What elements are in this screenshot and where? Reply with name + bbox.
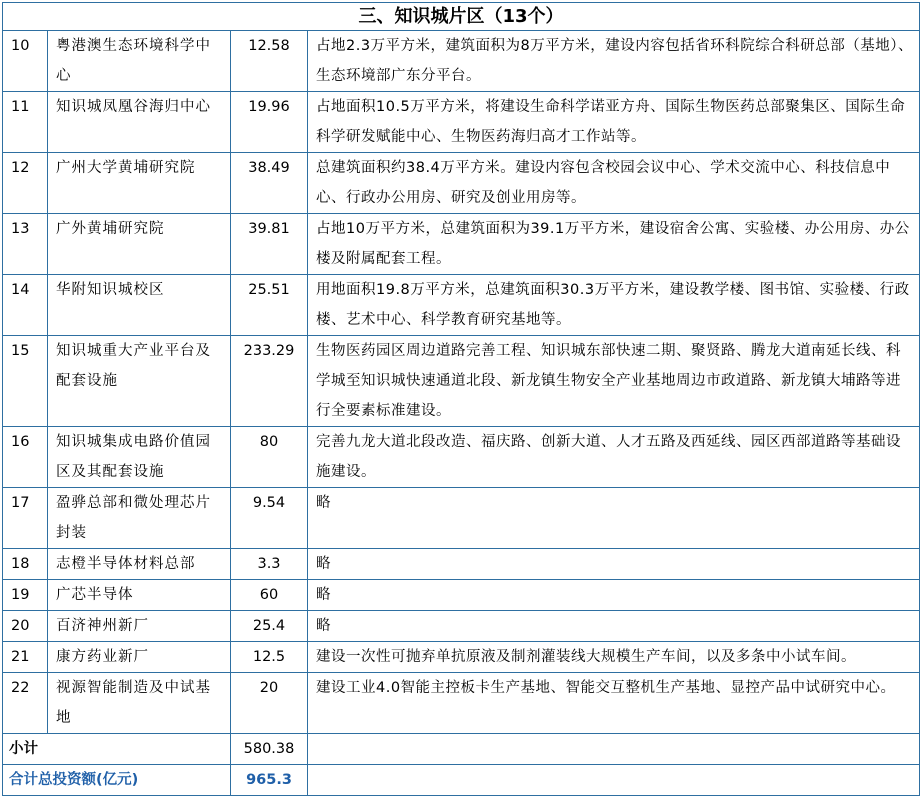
table-row [3, 275, 920, 336]
grand-total-amount: 965.3 [231, 765, 308, 796]
project-name: 视源智能制造及中试基地 [48, 673, 231, 734]
row-number: 11 [3, 92, 48, 153]
row-number: 13 [3, 214, 48, 275]
project-description: 占地10万平方米，总建筑面积为39.1万平方米，建设宿舍公寓、实验楼、办公用房、办公楼及附属配套工程。 [308, 214, 920, 275]
grand-total-empty-cell [308, 765, 920, 796]
investment-amount: 38.49 [231, 153, 308, 214]
investment-amount: 25.51 [231, 275, 308, 336]
table-row [3, 31, 920, 92]
subtotal-empty-cell [308, 734, 920, 765]
investment-amount: 19.96 [231, 92, 308, 153]
row-number: 22 [3, 673, 48, 734]
grand-total-row [3, 765, 920, 796]
row-number: 20 [3, 611, 48, 642]
table-row [3, 549, 920, 580]
project-name: 知识城重大产业平台及配套设施 [48, 336, 231, 427]
grand-total-label: 合计总投资额(亿元) [3, 765, 231, 796]
subtotal-label: 小计 [3, 734, 231, 765]
project-description: 略 [308, 580, 920, 611]
table-row [3, 488, 920, 549]
project-name: 广州大学黄埔研究院 [48, 153, 231, 214]
subtotal-amount: 580.38 [231, 734, 308, 765]
investment-amount: 12.58 [231, 31, 308, 92]
table-row [3, 92, 920, 153]
investment-amount: 25.4 [231, 611, 308, 642]
project-description: 占地面积10.5万平方米，将建设生命科学诺亚方舟、国际生物医药总部聚集区、国际生命科学研发赋能中心、生物医药海归高才工作站等。 [308, 92, 920, 153]
table-row [3, 580, 920, 611]
project-description: 建设工业4.0智能主控板卡生产基地、智能交互整机生产基地、显控产品中试研究中心。 [308, 673, 920, 734]
project-name: 百济神州新厂 [48, 611, 231, 642]
row-number: 18 [3, 549, 48, 580]
investment-amount: 233.29 [231, 336, 308, 427]
project-name: 广芯半导体 [48, 580, 231, 611]
project-description: 建设一次性可抛弃单抗原液及制剂灌装线大规模生产车间，以及多条中小试车间。 [308, 642, 920, 673]
project-description: 略 [308, 549, 920, 580]
project-description: 略 [308, 488, 920, 549]
project-description: 生物医药园区周边道路完善工程、知识城东部快速二期、聚贤路、腾龙大道南延长线、科学城至知识城快速通道北段、新龙镇生物安全产业基地周边市政道路、新龙镇大埔路等进行全要素标准建设。 [308, 336, 920, 427]
investment-table [2, 2, 920, 796]
project-name: 广外黄埔研究院 [48, 214, 231, 275]
project-name: 知识城凤凰谷海归中心 [48, 92, 231, 153]
project-name: 志橙半导体材料总部 [48, 549, 231, 580]
row-number: 16 [3, 427, 48, 488]
table-row [3, 427, 920, 488]
project-name: 华附知识城校区 [48, 275, 231, 336]
row-number: 15 [3, 336, 48, 427]
investment-amount: 39.81 [231, 214, 308, 275]
project-name: 知识城集成电路价值园区及其配套设施 [48, 427, 231, 488]
row-number: 14 [3, 275, 48, 336]
table-row [3, 214, 920, 275]
section-title: 三、知识城片区（13个） [3, 3, 920, 31]
row-number: 17 [3, 488, 48, 549]
project-description: 用地面积19.8万平方米，总建筑面积30.3万平方米，建设教学楼、图书馆、实验楼、行政楼、艺术中心、科学教育研究基地等。 [308, 275, 920, 336]
table-row [3, 153, 920, 214]
project-description: 完善九龙大道北段改造、福庆路、创新大道、人才五路及西延线、园区西部道路等基础设施建设。 [308, 427, 920, 488]
project-description: 占地2.3万平方米，建筑面积为8万平方米，建设内容包括省环科院综合科研总部（基地）、生态环境部广东分平台。 [308, 31, 920, 92]
investment-amount: 80 [231, 427, 308, 488]
table-row [3, 336, 920, 427]
investment-amount: 12.5 [231, 642, 308, 673]
row-number: 12 [3, 153, 48, 214]
project-description: 略 [308, 611, 920, 642]
project-name: 粤港澳生态环境科学中心 [48, 31, 231, 92]
project-name: 康方药业新厂 [48, 642, 231, 673]
investment-amount: 60 [231, 580, 308, 611]
row-number: 21 [3, 642, 48, 673]
project-name: 盈骅总部和微处理芯片封装 [48, 488, 231, 549]
table-row [3, 642, 920, 673]
row-number: 10 [3, 31, 48, 92]
table-row [3, 611, 920, 642]
row-number: 19 [3, 580, 48, 611]
table-row [3, 673, 920, 734]
project-description: 总建筑面积约38.4万平方米。建设内容包含校园会议中心、学术交流中心、科技信息中心、行政办公用房、研究及创业用房等。 [308, 153, 920, 214]
investment-amount: 3.3 [231, 549, 308, 580]
subtotal-row [3, 734, 920, 765]
investment-amount: 20 [231, 673, 308, 734]
section-title-row [3, 3, 920, 31]
investment-amount: 9.54 [231, 488, 308, 549]
